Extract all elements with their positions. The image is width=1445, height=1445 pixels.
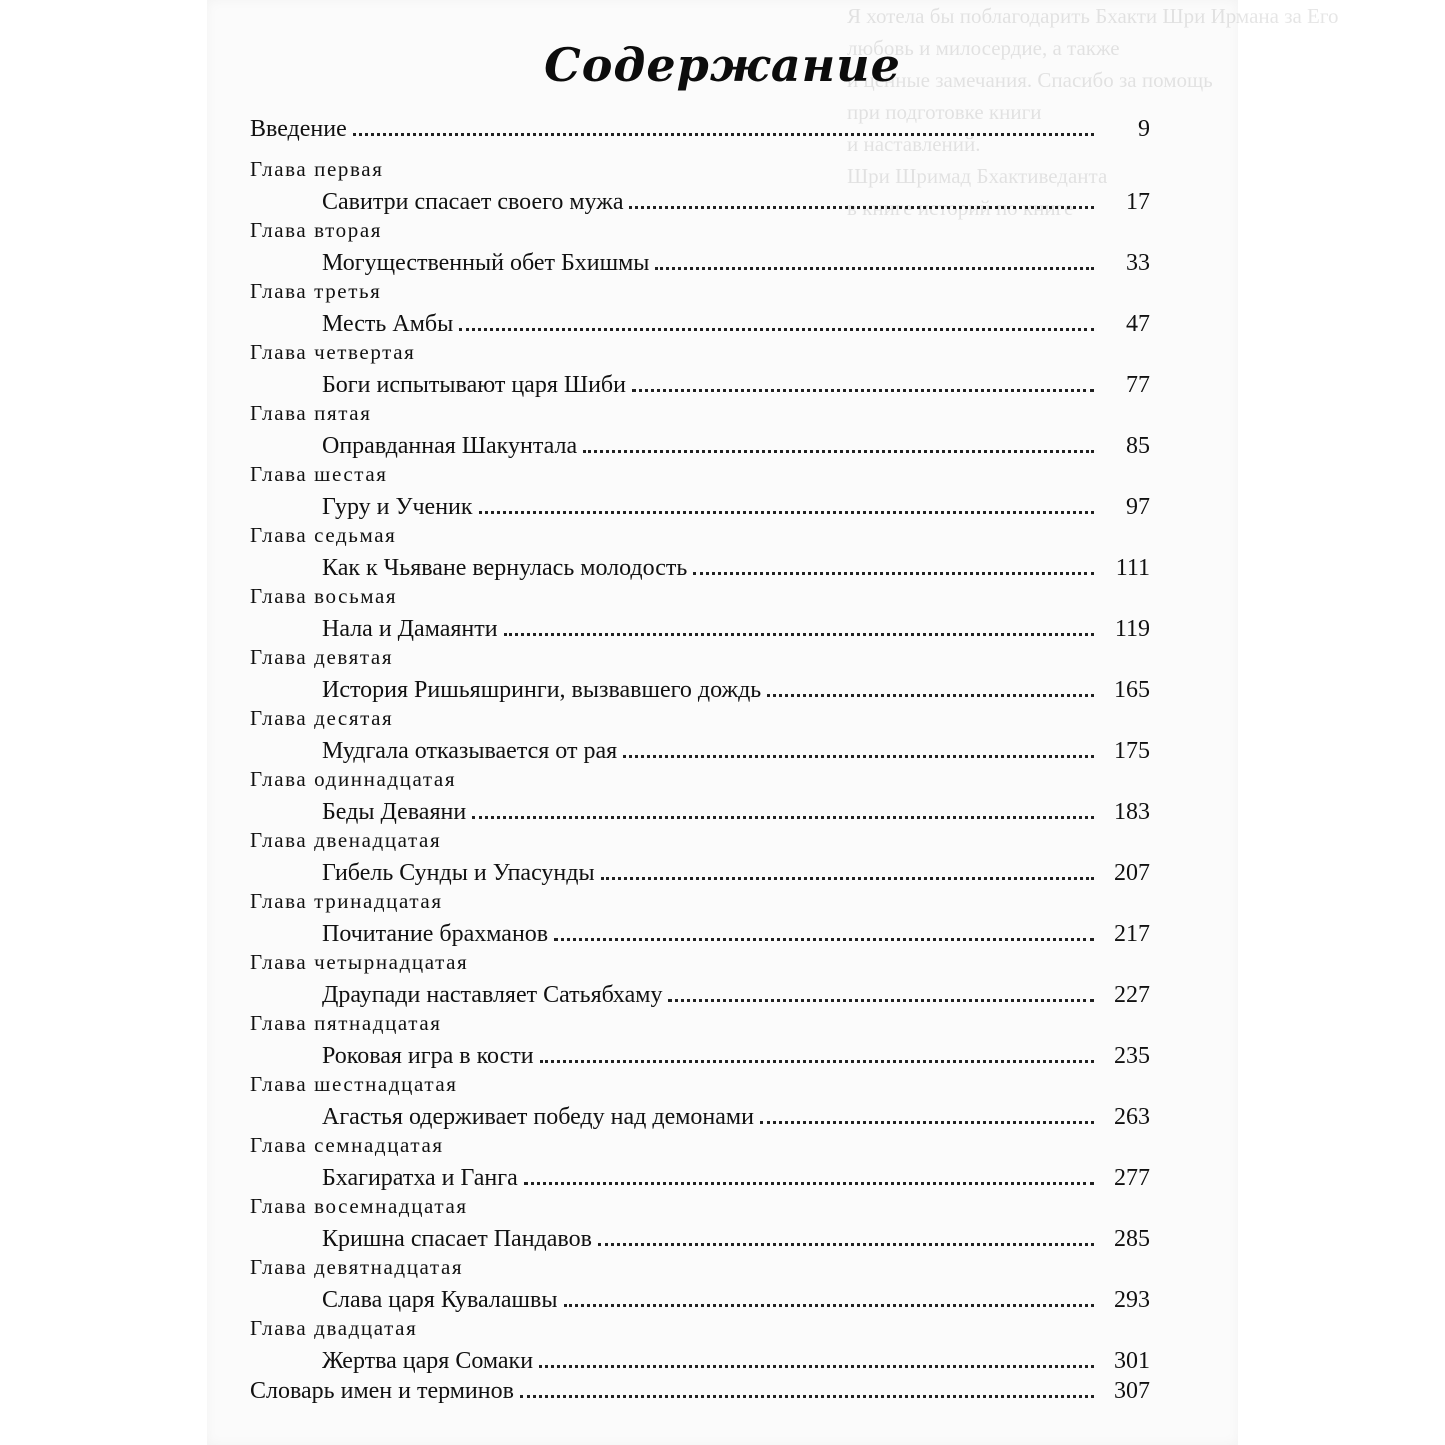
toc-entry: [250, 251, 1150, 281]
toc-entry-intro: [250, 117, 1150, 159]
bleed-through-line: Шри Шримад Бхактиведанта: [847, 164, 1108, 188]
page-number: 293: [1114, 1287, 1150, 1313]
dot-leader: [479, 511, 1094, 514]
chapter-label: Глава восемнадцатая: [250, 1194, 468, 1218]
toc-chapter: [250, 830, 1150, 891]
page-number: 33: [1126, 250, 1150, 276]
page-number: 85: [1126, 433, 1150, 459]
toc-entry: [250, 983, 1150, 1013]
toc-chapter: [250, 1196, 1150, 1257]
chapter-label: Глава четвертая: [250, 340, 416, 364]
bleed-through-line: любовь и милосердие, а также: [847, 36, 1120, 60]
toc-chapter: [250, 403, 1150, 464]
page-number: 183: [1114, 799, 1150, 825]
toc-entry: [250, 1349, 1150, 1379]
dot-leader: [632, 389, 1094, 392]
dot-leader: [629, 206, 1094, 209]
dot-leader: [472, 816, 1094, 819]
chapter-label: Глава первая: [250, 157, 384, 181]
bleed-through-line: и наставлений.: [847, 132, 981, 156]
page-title: Содержание: [544, 38, 901, 92]
dot-leader: [623, 755, 1094, 758]
page-number: 9: [1138, 116, 1150, 142]
chapter-label: Глава одиннадцатая: [250, 767, 457, 791]
entry-title: Бхагиратха и Ганга: [322, 1165, 518, 1191]
entry-title: Савитри спасает своего мужа: [322, 189, 624, 215]
entry-title: Жертва царя Сомаки: [322, 1348, 534, 1374]
entry-title: Агастья одерживает победу над демонами: [322, 1104, 754, 1130]
entry-title: Беды Деваяни: [322, 799, 467, 825]
page-number: 285: [1114, 1226, 1150, 1252]
dot-leader: [554, 938, 1094, 941]
dot-leader: [601, 877, 1094, 880]
dot-leader: [598, 1243, 1094, 1246]
toc-entry: [250, 190, 1150, 220]
entry-title: Введение: [250, 116, 347, 142]
chapter-label: Глава пятнадцатая: [250, 1011, 442, 1035]
page-number: 111: [1115, 555, 1150, 581]
toc-entry: [250, 922, 1150, 952]
toc-entry: [250, 495, 1150, 525]
chapter-label: Глава восьмая: [250, 584, 398, 608]
toc-entry: [250, 556, 1150, 586]
page-number: 17: [1126, 189, 1150, 215]
dot-leader: [504, 633, 1094, 636]
toc-chapter: [250, 220, 1150, 281]
entry-title: Слава царя Кувалашвы: [322, 1287, 558, 1313]
page-number: 301: [1114, 1348, 1150, 1374]
entry-title: Роковая игра в кости: [322, 1043, 534, 1069]
toc-entry: [250, 1166, 1150, 1196]
chapter-label: Глава вторая: [250, 218, 383, 242]
page-number: 207: [1114, 860, 1150, 886]
chapter-label: Глава седьмая: [250, 523, 397, 547]
toc-entry: [250, 1105, 1150, 1135]
page-number: 217: [1114, 921, 1150, 947]
dot-leader: [524, 1182, 1094, 1185]
dot-leader: [540, 1060, 1094, 1063]
page-number: 97: [1126, 494, 1150, 520]
toc-entry: [250, 434, 1150, 464]
toc-chapter: [250, 647, 1150, 708]
entry-title: Гуру и Ученик: [322, 494, 473, 520]
chapter-list: [250, 159, 1150, 1379]
toc-entry: [250, 1288, 1150, 1318]
dot-leader: [767, 694, 1094, 697]
chapter-label: Глава четырнадцатая: [250, 950, 469, 974]
toc-entry: [250, 678, 1150, 708]
dot-leader: [693, 572, 1094, 575]
toc-chapter: [250, 708, 1150, 769]
toc-chapter: [250, 769, 1150, 830]
chapter-label: Глава десятая: [250, 706, 394, 730]
entry-title: История Ришьяшринги, вызвавшего дождь: [322, 677, 762, 703]
toc-chapter: [250, 891, 1150, 952]
toc-entry: [250, 800, 1150, 830]
toc-entry: [250, 861, 1150, 891]
entry-title: Месть Амбы: [322, 311, 454, 337]
chapter-label: Глава тринадцатая: [250, 889, 443, 913]
toc-chapter: [250, 1135, 1150, 1196]
page-number: 77: [1126, 372, 1150, 398]
chapter-label: Глава двадцатая: [250, 1316, 418, 1340]
toc-chapter: [250, 1257, 1150, 1318]
dot-leader: [459, 328, 1094, 331]
page-number: 119: [1114, 616, 1150, 642]
page-number: 165: [1114, 677, 1150, 703]
toc-chapter: [250, 281, 1150, 342]
toc-entry-glossary: [250, 1379, 1150, 1409]
dot-leader: [520, 1395, 1094, 1398]
page-number: 227: [1114, 982, 1150, 1008]
chapter-label: Глава семнадцатая: [250, 1133, 444, 1157]
dot-leader: [760, 1121, 1094, 1124]
bleed-through-line: в книге историй по книге: [847, 196, 1074, 220]
bleed-through-line: и ценные замечания. Спасибо за помощь: [847, 68, 1213, 92]
entry-title: Кришна спасает Пандавов: [322, 1226, 592, 1252]
toc-chapter: [250, 159, 1150, 220]
toc-chapter: [250, 1074, 1150, 1135]
toc-chapter: [250, 586, 1150, 647]
toc-chapter: [250, 525, 1150, 586]
bleed-through-line: Я хотела бы поблагодарить Бхакти Шри Ирмана за Его: [847, 4, 1339, 28]
toc-entry: [250, 373, 1150, 403]
chapter-label: Глава двенадцатая: [250, 828, 442, 852]
page-number: 263: [1114, 1104, 1150, 1130]
page-number: 47: [1126, 311, 1150, 337]
entry-title: Словарь имен и терминов: [250, 1378, 514, 1404]
entry-title: Как к Чьяване вернулась молодость: [322, 555, 688, 581]
bleed-through-line: при подготовке книги: [847, 100, 1042, 124]
chapter-label: Глава третья: [250, 279, 382, 303]
toc-chapter: [250, 464, 1150, 525]
chapter-label: Глава девятнадцатая: [250, 1255, 464, 1279]
toc-chapter: [250, 952, 1150, 1013]
page-number: 235: [1114, 1043, 1150, 1069]
dot-leader: [564, 1304, 1095, 1307]
chapter-label: Глава девятая: [250, 645, 394, 669]
table-of-contents: [250, 117, 1150, 1409]
toc-entry: [250, 312, 1150, 342]
chapter-label: Глава пятая: [250, 401, 372, 425]
entry-title: Драупади наставляет Сатьябхаму: [322, 982, 663, 1008]
entry-title: Оправданная Шакунтала: [322, 433, 578, 459]
dot-leader: [353, 133, 1094, 136]
page-number: 175: [1114, 738, 1150, 764]
entry-title: Гибель Сунды и Упасунды: [322, 860, 595, 886]
chapter-label: Глава шестнадцатая: [250, 1072, 458, 1096]
page-number: 277: [1114, 1165, 1150, 1191]
toc-chapter: [250, 1013, 1150, 1074]
entry-title: Мудгала отказывается от рая: [322, 738, 618, 764]
toc-entry: [250, 617, 1150, 647]
entry-title: Почитание брахманов: [322, 921, 549, 947]
page-number: 307: [1114, 1378, 1150, 1404]
toc-entry: [250, 1044, 1150, 1074]
dot-leader: [655, 267, 1094, 270]
dot-leader: [583, 450, 1094, 453]
entry-title: Боги испытывают царя Шиби: [322, 372, 626, 398]
dot-leader: [668, 999, 1094, 1002]
entry-title: Нала и Дамаянти: [322, 616, 498, 642]
chapter-label: Глава шестая: [250, 462, 388, 486]
toc-entry: [250, 1227, 1150, 1257]
entry-title: Могущественный обет Бхишмы: [322, 250, 650, 276]
toc-chapter: [250, 342, 1150, 403]
toc-entry: [250, 739, 1150, 769]
toc-chapter: [250, 1318, 1150, 1379]
dot-leader: [539, 1365, 1094, 1368]
